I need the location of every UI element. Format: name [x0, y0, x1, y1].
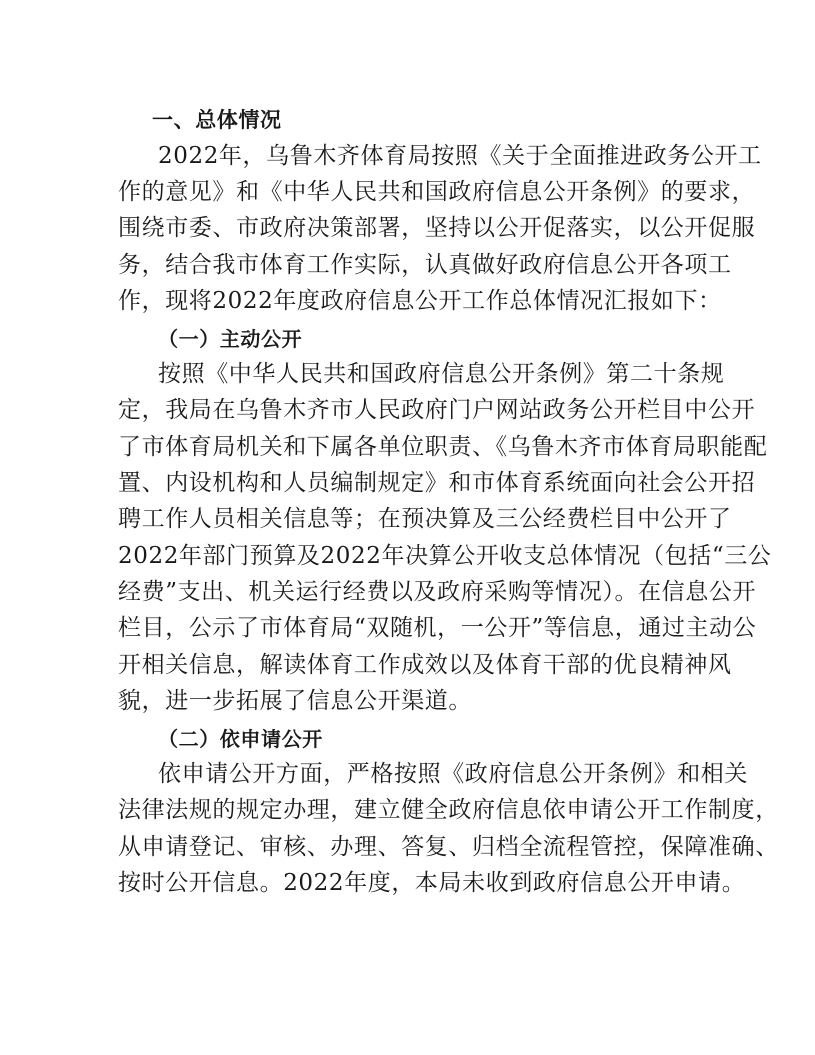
intro-line-1: 2022年，乌鲁木齐体育局按照《关于全面推进政务公开工 [158, 143, 762, 169]
sub1-line-9: 开相关信息，解读体育工作成效以及体育干部的优良精神风 [118, 652, 732, 678]
sub1-line-5: 聘工作人员相关信息等；在预决算及三公经费栏目中公开了 [118, 506, 732, 532]
sub2-line-4: 按时公开信息。2022年度，本局未收到政府信息公开申请。 [118, 870, 746, 896]
sub1-line-8: 栏目，公示了市体育局“双随机，一公开”等信息，通过主动公 [118, 615, 757, 641]
sub1-line-4: 置、内设机构和人员编制规定》和市体育系统面向社会公开招 [118, 470, 756, 496]
section-heading: 一、总体情况 [152, 108, 282, 132]
sub1-line-3: 了市体育局机关和下属各单位职责、《乌鲁木齐市体育局职能配 [118, 434, 768, 460]
subsection-1-heading: （一）主动公开 [158, 327, 303, 351]
sub2-line-3: 从申请登记、审核、办理、答复、归档全流程管控，保障准确、 [118, 834, 779, 860]
sub1-line-10: 貌，进一步拓展了信息公开渠道。 [118, 688, 472, 714]
intro-line-4: 务，结合我市体育工作实际，认真做好政府信息公开各项工 [118, 252, 732, 278]
subsection-2-heading: （二）依申请公开 [158, 727, 323, 751]
sub1-line-6: 2022年部门预算及2022年决算公开收支总体情况（包括“三公 [118, 543, 772, 569]
sub2-line-2: 法律法规的规定办理，建立健全政府信息依申请公开工作制度， [118, 797, 779, 823]
intro-line-5: 作，现将2022年度政府信息公开工作总体情况汇报如下： [118, 288, 722, 314]
sub2-line-1: 依申请公开方面，严格按照《政府信息公开条例》和相关 [158, 761, 748, 787]
sub1-line-2: 定，我局在乌鲁木齐市人民政府门户网站政务公开栏目中公开 [118, 397, 756, 423]
sub1-line-1: 按照《中华人民共和国政府信息公开条例》第二十条规 [158, 361, 725, 387]
intro-line-3: 围绕市委、市政府决策部署，坚持以公开促落实，以公开促服 [118, 215, 756, 241]
sub1-line-7: 经费”支出、机关运行经费以及政府采购等情况）。在信息公开 [118, 579, 757, 605]
intro-line-2: 作的意见》和《中华人民共和国政府信息公开条例》的要求， [118, 179, 756, 205]
